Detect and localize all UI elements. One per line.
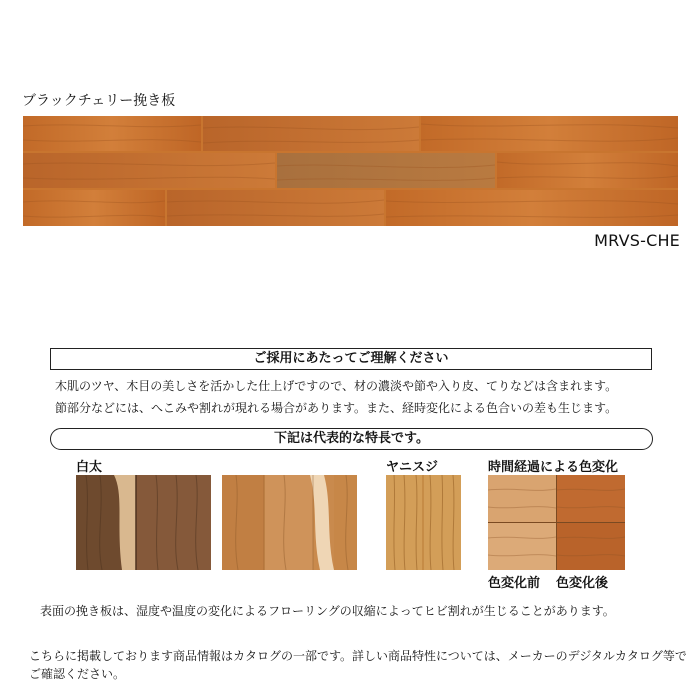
crack-footnote: 表面の挽き板は、湿度や温度の変化によるフローリングの収縮によってヒビ割れが生じることがあります。 — [40, 604, 615, 618]
product-title: ブラックチェリー挽き板 — [22, 93, 176, 109]
notice-heading: ご採用にあたってご理解ください — [253, 351, 449, 366]
sample-image-color-change — [488, 475, 625, 570]
product-code: MRVS-CHE — [594, 231, 680, 250]
sample-image-light-streak — [222, 475, 357, 570]
notice-line-1: 木肌のツヤ、木目の美しさを活かした仕上げですので、材の濃淡や節や入り皮、てりなどは含まれます。 — [55, 379, 618, 393]
sample-label-sapwood: 白太 — [76, 460, 103, 475]
notice-heading-box — [50, 348, 652, 370]
features-heading: 下記は代表的な特長です。 — [274, 431, 429, 446]
features-heading-box — [50, 428, 653, 450]
caption-after-change: 色変化後 — [556, 576, 609, 591]
sample-label-color-change: 時間経過による色変化 — [488, 460, 619, 475]
sample-label-resin-streak: ヤニスジ — [386, 460, 439, 475]
sample-image-sapwood — [76, 475, 211, 570]
flooring-hero-image — [23, 116, 678, 226]
notice-line-2: 節部分などには、へこみや割れが現れる場合があります。また、経時変化による色合いの差も生じます。 — [55, 401, 618, 415]
caption-before-change: 色変化前 — [488, 576, 541, 591]
catalog-disclaimer: こちらに掲載しております商品情報はカタログの一部です。詳しい商品特性については、メーカーのデジタルカタログ等でご確認ください。 — [29, 649, 687, 681]
sample-image-resin-streak — [386, 475, 461, 570]
